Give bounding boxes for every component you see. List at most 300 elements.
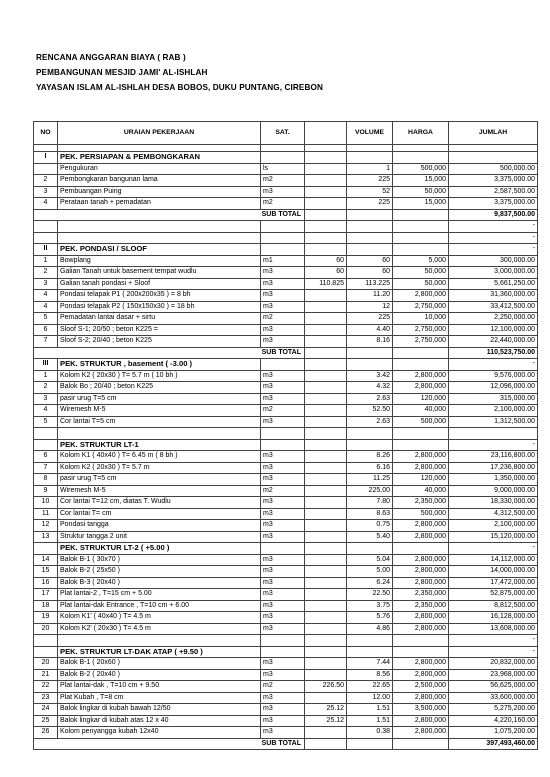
item-volume: 225 [347,175,393,187]
item-amount: 12,096,000.00 [449,382,538,394]
empty-cell [393,646,449,658]
item-extra [305,313,347,325]
item-unit: m3 [261,462,305,474]
item-amount: 4,220,160.00 [449,715,538,727]
item-price: 500,000 [393,163,449,175]
section-number [34,543,58,555]
table-row [34,600,538,612]
item-price: 40,000 [393,485,449,497]
item-extra [305,221,347,233]
empty-cell [393,209,449,221]
item-amount: 52,875,000.00 [449,589,538,601]
empty-cell [261,244,305,256]
empty-cell [305,738,347,750]
item-extra [305,428,347,440]
empty-cell [305,152,347,164]
item-extra [305,669,347,681]
item-price [393,232,449,244]
item-volume: 225 [347,198,393,210]
item-number: 3 [34,278,58,290]
item-unit: m2 [261,681,305,693]
table-row [34,635,538,647]
section-amount: - [449,359,538,371]
item-number: 25 [34,715,58,727]
item-extra: 60 [305,255,347,267]
item-extra [305,301,347,313]
item-description: Pemadatan lantai dasar + sirtu [58,313,261,325]
item-extra [305,692,347,704]
item-price: 50,000 [393,267,449,279]
section-amount: - [449,244,538,256]
table-row [34,393,538,405]
item-description: Kolom K2' ( 20x30 ) T= 4.5 m [58,623,261,635]
table-row [34,658,538,670]
item-price: 2,800,000 [393,520,449,532]
empty-cell [347,152,393,164]
rab-table [33,121,538,750]
item-volume: 225 [347,313,393,325]
subtotal-row [34,738,538,750]
item-extra: 25.12 [305,715,347,727]
item-price: 2,800,000 [393,290,449,302]
column-header-sat: SAT. [261,122,305,145]
table-row [34,451,538,463]
item-volume: 22.65 [347,681,393,693]
section-header-row [34,359,538,371]
empty-cell [347,738,393,750]
item-extra [305,370,347,382]
table-row [34,589,538,601]
item-price: 2,800,000 [393,692,449,704]
table-row [34,370,538,382]
table-row [34,382,538,394]
item-extra [305,405,347,417]
item-description: Pondasi telapak P2 ( 150x150x30 ) = 18 bh [58,301,261,313]
item-volume: 5.04 [347,554,393,566]
item-unit: m3 [261,727,305,739]
item-description [58,635,261,647]
item-volume: 7.80 [347,497,393,509]
item-number: 2 [34,267,58,279]
item-number: 24 [34,704,58,716]
item-amount: 18,330,000.00 [449,497,538,509]
item-price: 3,500,000 [393,704,449,716]
item-price [393,428,449,440]
empty-cell [393,439,449,451]
item-price: 2,800,000 [393,554,449,566]
item-amount: 22,440,000.00 [449,336,538,348]
item-amount: 12,100,000.00 [449,324,538,336]
item-description: Sloof S-1; 20/50 ; beton K225 = [58,324,261,336]
item-volume: 3.42 [347,370,393,382]
item-description: Struktur tangga 2 unit [58,531,261,543]
item-unit [261,428,305,440]
item-description: Plat Kubah , T=8 cm [58,692,261,704]
item-extra [305,658,347,670]
item-volume: 3.75 [347,600,393,612]
item-unit: m3 [261,451,305,463]
section-header-row [34,152,538,164]
item-price: 2,800,000 [393,577,449,589]
item-description: Pembongkaran bangunan lama [58,175,261,187]
project-name: PEMBANGUNAN MESJID JAMI' AL-ISHLAH [36,68,208,77]
item-extra [305,451,347,463]
item-amount: 56,625,000.00 [449,681,538,693]
subtotal-row [34,347,538,359]
item-amount: 300,000.00 [449,255,538,267]
empty-cell [261,359,305,371]
table-row [34,531,538,543]
item-amount: 8,812,500.00 [449,600,538,612]
section-title: PEK. STRUKTUR LT-DAK ATAP ( +9.50 ) [58,646,261,658]
item-number: 13 [34,531,58,543]
section-number: I [34,152,58,164]
item-unit: m3 [261,370,305,382]
item-amount: 5,661,250.00 [449,278,538,290]
item-number [34,221,58,233]
section-title: PEK. STRUKTUR LT-2 ( +5.00 ) [58,543,261,555]
item-number: 16 [34,577,58,589]
table-row [34,324,538,336]
item-amount: - [449,635,538,647]
item-amount: 5,275,200.00 [449,704,538,716]
item-extra [305,600,347,612]
item-amount: 14,000,000.00 [449,566,538,578]
item-number: 23 [34,692,58,704]
empty-cell [449,145,538,152]
item-volume [347,428,393,440]
item-extra [305,577,347,589]
item-description: Kolom penyangga kubah 12x40 [58,727,261,739]
table-row [34,416,538,428]
empty-cell [393,244,449,256]
table-row [34,405,538,417]
item-description: Balok B-3 ( 20x40 ) [58,577,261,589]
item-number: 21 [34,669,58,681]
empty-cell [393,347,449,359]
table-row [34,474,538,486]
item-volume: 2.63 [347,416,393,428]
subtotal-amount: 9,837,500.00 [449,209,538,221]
section-number [34,439,58,451]
column-header-jumlah: JUMLAH [449,122,538,145]
item-price: 5,000 [393,255,449,267]
empty-cell [34,145,58,152]
item-unit: m2 [261,485,305,497]
item-description: Wiremesh M-5 [58,485,261,497]
item-amount: 14,112,000.00 [449,554,538,566]
item-price [393,221,449,233]
document-title: RENCANA ANGGARAN BIAYA ( RAB ) [36,53,186,62]
item-price: 2,750,000 [393,336,449,348]
item-volume: 1.51 [347,715,393,727]
item-amount: 17,472,000.00 [449,577,538,589]
item-number: 26 [34,727,58,739]
item-price: 2,800,000 [393,462,449,474]
item-extra [305,520,347,532]
item-extra [305,623,347,635]
empty-cell [305,439,347,451]
item-volume: 225.00 [347,485,393,497]
item-description: Galian tanah pondasi + Sloof [58,278,261,290]
item-amount: 3,375,000.00 [449,175,538,187]
item-unit: ls [261,163,305,175]
item-description: Plat lantai-dak Entrance , T=10 cm + 6.00 [58,600,261,612]
table-row [34,163,538,175]
item-volume: 2.63 [347,393,393,405]
item-price: 2,350,000 [393,497,449,509]
item-amount: 3,000,000.00 [449,267,538,279]
section-header-row [34,646,538,658]
table-row [34,428,538,440]
table-row [34,669,538,681]
item-description: Wiremesh M-5 [58,405,261,417]
item-unit: m3 [261,301,305,313]
table-row [34,186,538,198]
item-description: Sloof S-2; 20/40 ; beton K225 [58,336,261,348]
item-volume: 1.51 [347,704,393,716]
item-description: Pondasi telapak P1 ( 200x200x35 ) = 8 bh [58,290,261,302]
item-description: Balok B-1 ( 30x70 ) [58,554,261,566]
item-extra [305,382,347,394]
item-unit: m3 [261,520,305,532]
item-unit: m3 [261,623,305,635]
table-row [34,681,538,693]
column-header-extra [305,122,347,145]
spacer-row [34,145,538,152]
item-price: 2,500,000 [393,681,449,693]
subtotal-label: SUB TOTAL [34,209,305,221]
item-unit: m3 [261,612,305,624]
item-volume [347,635,393,647]
empty-cell [305,646,347,658]
table-row [34,715,538,727]
item-extra [305,232,347,244]
subtotal-amount: 397,493,460.00 [449,738,538,750]
item-unit: m3 [261,393,305,405]
section-title: PEK. STRUKTUR , basement ( -3.00 ) [58,359,261,371]
document-header [36,50,323,95]
item-unit: m3 [261,589,305,601]
item-unit: m3 [261,669,305,681]
section-header-row [34,543,538,555]
item-extra [305,566,347,578]
item-amount: 315,000.00 [449,393,538,405]
item-amount: 3,375,000.00 [449,198,538,210]
item-amount: 33,412,500.00 [449,301,538,313]
item-unit: m3 [261,186,305,198]
item-amount: 2,587,500.00 [449,186,538,198]
item-extra [305,324,347,336]
table-row [34,462,538,474]
item-unit [261,221,305,233]
empty-cell [261,152,305,164]
item-description: Pengukuran [58,163,261,175]
column-header-uraian: URAIAN PEKERJAAN [58,122,261,145]
item-volume: 60 [347,267,393,279]
item-amount: 13,608,000.00 [449,623,538,635]
table-row [34,290,538,302]
item-extra [305,462,347,474]
item-price: 120,000 [393,393,449,405]
item-number: 1 [34,255,58,267]
column-header-volume: VOLUME [347,122,393,145]
item-number: 3 [34,186,58,198]
item-volume: 6.24 [347,577,393,589]
item-extra [305,393,347,405]
item-volume [347,221,393,233]
item-amount: 9,000,000.00 [449,485,538,497]
empty-cell [393,359,449,371]
item-extra [305,635,347,647]
item-extra [305,163,347,175]
item-amount: 15,120,000.00 [449,531,538,543]
section-number: III [34,359,58,371]
item-unit: m3 [261,658,305,670]
item-description: Galian Tanah untuk basement tempat wudlu [58,267,261,279]
item-number: 5 [34,313,58,325]
table-row [34,485,538,497]
item-volume: 52.50 [347,405,393,417]
item-number: 6 [34,451,58,463]
item-amount: 31,360,000.00 [449,290,538,302]
item-number: 7 [34,336,58,348]
item-price: 500,000 [393,416,449,428]
item-number: 7 [34,462,58,474]
item-number [34,428,58,440]
section-header-row [34,439,538,451]
item-extra: 226.50 [305,681,347,693]
item-amount: 1,350,000.00 [449,474,538,486]
item-amount: - [449,221,538,233]
item-extra [305,336,347,348]
item-number [34,635,58,647]
item-unit: m3 [261,704,305,716]
table-row [34,612,538,624]
item-price: 2,800,000 [393,531,449,543]
empty-cell [347,646,393,658]
item-price: 40,000 [393,405,449,417]
empty-cell [261,439,305,451]
section-title: PEK. PONDASI / SLOOF [58,244,261,256]
item-price: 500,000 [393,508,449,520]
item-extra [305,175,347,187]
empty-cell [305,244,347,256]
item-extra [305,485,347,497]
item-price: 2,350,000 [393,600,449,612]
item-extra [305,416,347,428]
item-price: 50,000 [393,278,449,290]
empty-cell [347,543,393,555]
item-extra: 60 [305,267,347,279]
table-row [34,508,538,520]
table-row [34,267,538,279]
item-unit: m3 [261,290,305,302]
empty-cell [261,646,305,658]
item-unit: m2 [261,405,305,417]
item-unit [261,232,305,244]
section-header-row [34,244,538,256]
item-description: Perataan tanah + pemadatan [58,198,261,210]
empty-cell [58,145,261,152]
item-volume: 5.40 [347,531,393,543]
item-unit: m3 [261,577,305,589]
item-number: 4 [34,290,58,302]
empty-cell [347,145,393,152]
item-unit: m2 [261,175,305,187]
item-description [58,428,261,440]
item-price: 2,350,000 [393,589,449,601]
item-number: 9 [34,485,58,497]
item-extra [305,508,347,520]
item-price: 2,800,000 [393,623,449,635]
item-number: 3 [34,393,58,405]
item-price: 2,750,000 [393,301,449,313]
empty-cell [347,439,393,451]
item-price: 2,800,000 [393,727,449,739]
item-price: 15,000 [393,198,449,210]
item-amount: 9,576,000.00 [449,370,538,382]
column-header-harga: HARGA [393,122,449,145]
item-price: 2,800,000 [393,370,449,382]
item-description: Balok lingkar di kubah bawah 12/50 [58,704,261,716]
empty-cell [393,543,449,555]
empty-cell [347,244,393,256]
item-unit: m2 [261,198,305,210]
item-unit: m2 [261,313,305,325]
item-volume: 60 [347,255,393,267]
item-description: Balok lingkar di kubah atas 12 x 40 [58,715,261,727]
item-volume: 6.16 [347,462,393,474]
section-number [34,646,58,658]
empty-cell [393,738,449,750]
item-amount: 500,000.00 [449,163,538,175]
item-description [58,232,261,244]
item-amount: - [449,232,538,244]
item-extra [305,612,347,624]
table-row [34,198,538,210]
item-description: pasir urug T=5 cm [58,393,261,405]
item-number: 11 [34,508,58,520]
item-description: Balok B-2 ( 25x50 ) [58,566,261,578]
item-volume: 0.38 [347,727,393,739]
item-description: Bowplang [58,255,261,267]
table-row [34,692,538,704]
item-amount: 2,100,000.00 [449,520,538,532]
item-amount: 20,832,000.00 [449,658,538,670]
section-amount: - [449,543,538,555]
column-header-no: NO [34,122,58,145]
item-number: 2 [34,175,58,187]
item-number: 8 [34,474,58,486]
empty-cell [261,145,305,152]
item-unit: m3 [261,416,305,428]
item-volume: 8.56 [347,669,393,681]
item-number: 5 [34,416,58,428]
item-number [34,163,58,175]
item-volume: 4.32 [347,382,393,394]
item-description: Pondasi tangga [58,520,261,532]
table-row [34,232,538,244]
item-unit: m3 [261,600,305,612]
item-extra [305,186,347,198]
item-unit: m3 [261,554,305,566]
item-volume: 5.76 [347,612,393,624]
item-unit: m3 [261,474,305,486]
item-amount: 1,075,200.00 [449,727,538,739]
item-volume: 7.44 [347,658,393,670]
item-amount: 16,128,000.00 [449,612,538,624]
